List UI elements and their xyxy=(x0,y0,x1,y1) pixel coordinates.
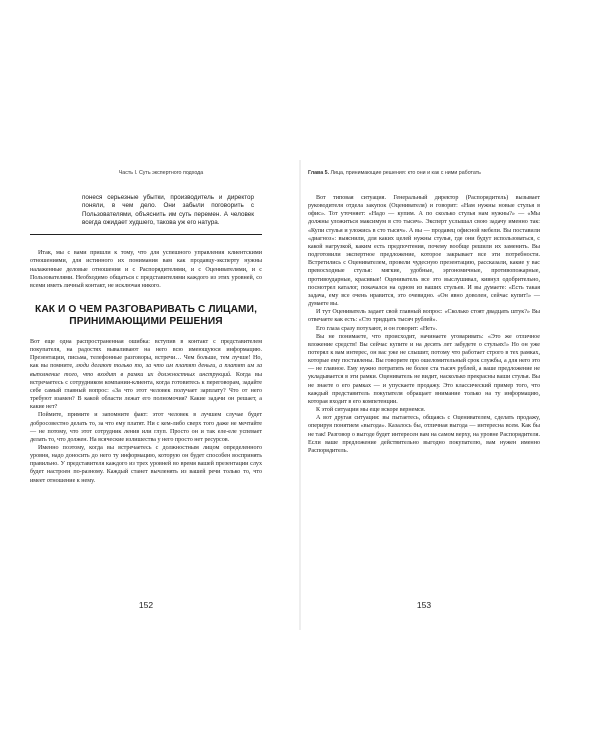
left-paragraph-1: Итак, мы с вами пришли к тому, что для успешного управления клиентскими отношениями, для истинного их понимания вам как продавцу-эксперту нужны налаженные деловые отношения и с Распорядителями, и с Оценивателями, и с Пользователями. Необходимо общаться с представителями каждого из этих уровней, со всеми иметь личный контакт, не исключая никого. xyxy=(30,250,262,289)
right-page xyxy=(308,170,540,610)
right-paragraph-2: И тут Оцениватель задает свой главный вопрос: «Сколько стоят двадцать штук?» Вы отвечаете как есть: «Сто тридцать тысяч рублей». xyxy=(308,309,540,324)
left-paragraph-3: Поймите, примите и запомните факт: этот человек в лучшем случае будет добросовестно делать то, за что ему платят. Ни с кем-либо сверх того даже не мечтайте — не потому, что этот сотрудник ленив или глуп. Просто он и так еле-еле успевает делать то, что должен. На всяческие излишества у него просто нет ресурсов. xyxy=(30,412,262,443)
left-paragraph-2-emphasis: люди делают только то, за что им платят деньги, а платят им за выполнение того, что входит в рамки их должностных инструкций. xyxy=(30,363,262,378)
page-gutter xyxy=(299,160,301,630)
right-paragraph-5: К этой ситуации мы еще вскоре вернемся. xyxy=(316,407,426,414)
section-heading: КАК И О ЧЕМ РАЗГОВАРИВАТЬ С ЛИЦАМИ, ПРИНИМАЮЩИМИ РЕШЕНИЯ xyxy=(35,303,257,328)
left-paragraph-2 xyxy=(30,338,262,411)
right-running-head-chapter: Глава 5. xyxy=(308,170,330,176)
right-paragraph-4: Вы не понимаете, что происходит, начинаете уговаривать: «Это же отличное вложение средств! Вы сейчас купите и на десять лет забудете о стульях!» Но он уже потерял к вам интерес, он вас уже не слышит, потому что работает строго в тех рамках, которые ему поставлены. Вы говорите про ошеломительный срок службы, а для него это — не главное. Ему нужно потратить не более ста тысяч рублей, а ваше предложение не укладывается в эти рамки. Оцениватель не видит, насколько прекрасны ваши стулья. Вы не знаете о его рамках — и упускаете продажу. Это классический пример того, что каждый представитель покупателя обращает внимание только на ту информацию, которая входит в его компетенции. xyxy=(308,333,540,405)
right-page-number: 153 xyxy=(416,600,432,610)
left-paragraph-4: Именно поэтому, когда вы встречаетесь с должностным лицом определенного уровня, надо доносить до него ту информацию, которую он будет способен воспринять правильно. У представителя каждого из трех уровней во время вашей презентации слух будет настроен по-разному. Каждый станет вычленять из вашей речи только то, что имеет отношение к нему. xyxy=(30,445,262,484)
left-running-head: Часть I. Суть экспертного подхода xyxy=(118,170,204,176)
right-paragraph-6: А вот другая ситуация: вы пытаетесь, общаясь с Оценивателем, сделать продажу, оперируя понятием «выгода». Казалось бы, отличная выгода — интересна всем. Как бы не так! Разговор о выгоде будет интересен вам на самом верху, на уровне Распорядителя. Если ваше предложение действительно выгодно покупателю, вам нужен именно Распорядитель. xyxy=(308,415,540,454)
left-paragraph-2-part-b: Когда вы встречаетесь с сотрудником компании-клиента, когда готовитесь к переговорам, задайте себе самый главный вопрос: «За что этот человек получает зарплату? Что от него требуют взамен? В какой области лежат его полномочия? Какие задачи он решает, а какие нет? xyxy=(30,371,263,411)
left-paragraph-2-part-a: Вот еще одна распространенная ошибка: вступив в контакт с представителем покупателя, на радостях вываливают на него всю имеющуюся информацию. Презентации, письма, телефонные разговоры, встречи… Чем больше, тем лучше! Но, как вы помните, xyxy=(30,338,262,370)
left-page-number: 152 xyxy=(138,600,154,610)
right-running-head-title: Лица, принимающие решения: кто они и как с ними работать xyxy=(329,170,481,176)
right-paragraph-1: Вот типовая ситуация. Генеральный директор (Распорядитель) вызывает руководителя отдела закупок (Оценивателя) и говорит: «Нам нужны новые стулья в офис». Тот уточняет: «Надо — купим. А по сколько стулья нам нужны?» — «Мы должны уложиться максимум в сто тысяч». Эксперт услышал свою задачу именно так: «Купи стулья и уложись в сто тысяч». А вы — продавец офисной мебели. Вы поставили «диагноз»: выяснили, для каких целей нужны стулья, где они будут использоваться, с какой нагрузкой, каким есть предпочтения, почему вообще решили их заменить. Вы подготовили экспертное предложение, которое закрывает все эти потребности. Встретились с Оценивателем, провели чудесную презентацию, рассказали, какие у вас превосходные стулья: мягкие, удобные, эргономичные, противопожарные, противоударные, красивые! Оцениватель все это выслушивал, кивнул одобрительно, посмотрел каталог, покачался на одном из ваших стульев. И вы думаете: «Есть такая задача, ему все очень нравится, это очевидно. «Он явно доволен, сейчас купит!» — думаете вы. xyxy=(308,195,540,308)
callout-text: понеся серьезные убытки, производитель и директор поняли, в чем дело. Они забыли поговорить с Пользователями, объяснить им суть перемен. А человек всегда ожидает худшего, такова уж его натура. xyxy=(30,194,262,235)
right-paragraph-3: Его глаза сразу потухают, и он говорит: «Нет». xyxy=(316,325,438,332)
right-running-head xyxy=(308,170,540,176)
left-page xyxy=(30,170,262,610)
